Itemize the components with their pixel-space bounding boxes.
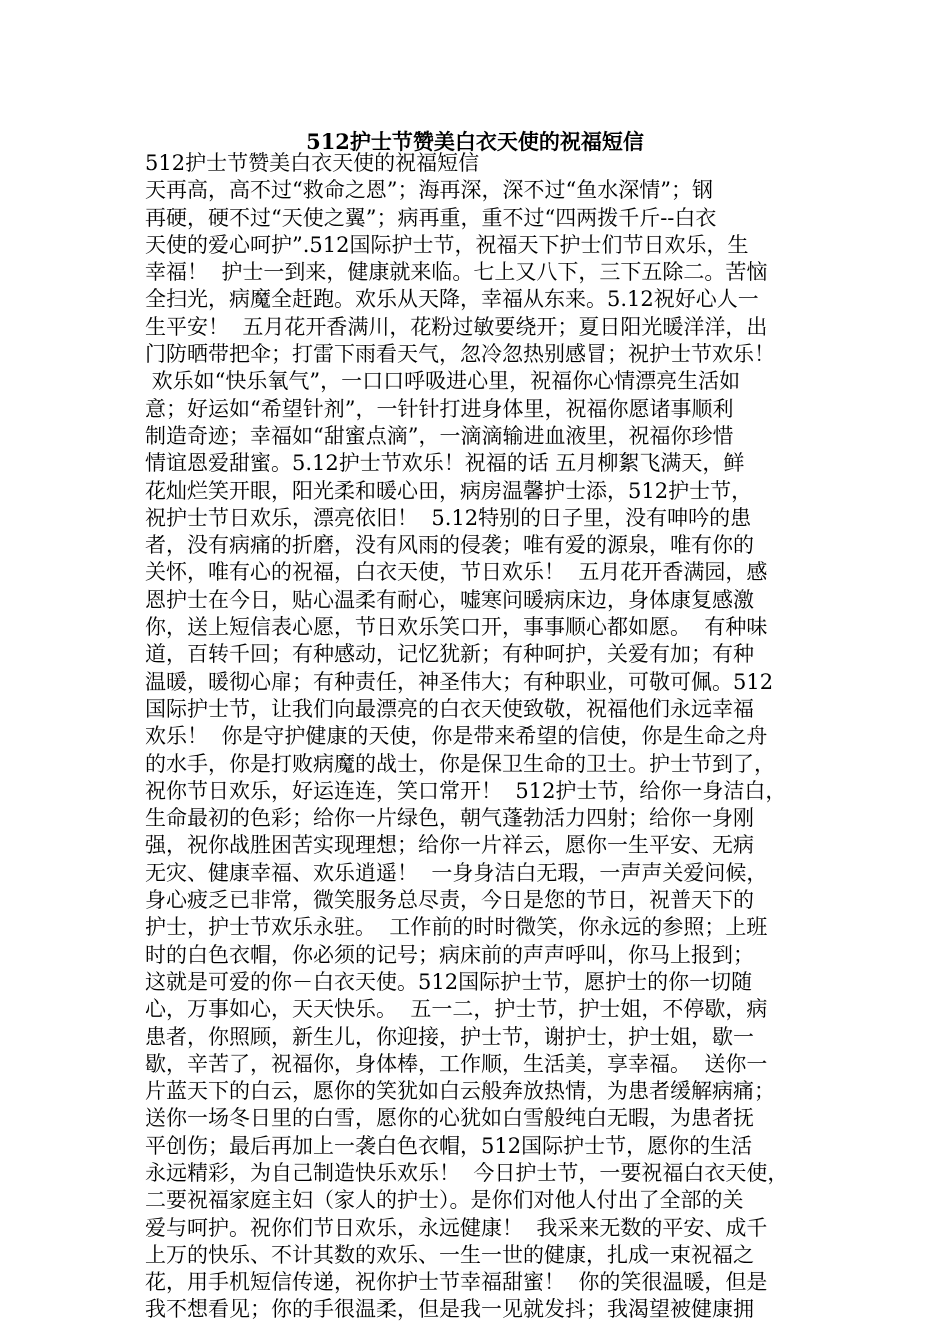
body-text-line: 身心疲乏已非常，微笑服务总尽责，今日是您的节日，祝普天下的 <box>145 888 754 913</box>
body-text-line: 国际护士节，让我们向最漂亮的白衣天使致敬，祝福他们永远幸福 <box>145 696 754 721</box>
body-text-line: 无灾、健康幸福、欢乐逍遥！ 一身身洁白无瑕，一声声关爱问候， <box>145 860 768 885</box>
body-text-line: 意；好运如“希望针剂”，一针针打进身体里，祝福你愿诸事顺利 <box>145 396 734 421</box>
body-text-line: 时的白色衣帽，你必须的记号；病床前的声声呼叫，你马上报到； <box>145 942 754 967</box>
body-text-line: 的水手，你是打败病魔的战士，你是保卫生命的卫士。护士节到了， <box>145 751 775 776</box>
body-text-line: 生命最初的色彩；给你一片绿色，朝气蓬勃活力四射；给你一身刚 <box>145 806 754 831</box>
body-text-line: 送你一场冬日里的白雪，愿你的心犹如白雪般纯白无暇，为患者抚 <box>145 1106 754 1131</box>
body-text-line: 再硬，硬不过“天使之翼”；病再重，重不过“四两拨千斤--白衣 <box>145 205 717 230</box>
body-text-line: 护士，护士节欢乐永驻。 工作前的时时微笑，你永远的参照；上班 <box>145 915 768 940</box>
body-text-line: 者，没有病痛的折磨，没有风雨的侵袭；唯有爱的源泉，唯有你的 <box>145 533 754 558</box>
body-text-line: 患者，你照顾，新生儿，你迎接，护士节，谢护士，护士姐，歇一 <box>145 1024 754 1049</box>
document-title: 512护士节赞美白衣天使的祝福短信 <box>306 129 644 154</box>
body-text-line: 上万的快乐、不计其数的欢乐、一生一世的健康，扎成一束祝福之 <box>145 1242 754 1267</box>
body-text-line: 心，万事如心，天天快乐。 五一二，护士节，护士姐，不停歇，病 <box>145 997 768 1022</box>
body-text-line: 门防晒带把伞；打雷下雨看天气，忽冷忽热别感冒；祝护士节欢乐！ <box>145 342 775 367</box>
body-text-line: 全扫光，病魔全赶跑。欢乐从天降，幸福从东来。5.12祝好心人一 <box>145 287 759 312</box>
body-text-line: 歇，辛苦了，祝福你，身体棒，工作顺，生活美，享幸福。 送你一 <box>145 1051 768 1076</box>
body-text-line: 温暖，暖彻心扉；有种责任，神圣伟大；有种职业，可敬可佩。512 <box>145 669 774 694</box>
body-text-line: 二要祝福家庭主妇（家人的护士）。是你们对他人付出了全部的关 <box>145 1188 744 1213</box>
body-text-line: 恩护士在今日，贴心温柔有耐心，嘘寒问暖病床边，身体康复感激 <box>145 587 754 612</box>
body-text-line: 强，祝你战胜困苦实现理想；给你一片祥云，愿你一生平安、无病 <box>145 833 754 858</box>
document-body <box>145 150 815 1324</box>
body-text-line: 花灿烂笑开眼，阳光柔和暖心田，病房温馨护士添，512护士节， <box>145 478 753 503</box>
body-text-line: 爱与呵护。祝你们节日欢乐，永远健康！ 我采来无数的平安、成千 <box>145 1215 768 1240</box>
body-text-line: 天再高，高不过“救命之恩”；海再深，深不过“鱼水深情”；钢 <box>145 178 713 203</box>
body-text-line: 欢乐！ 你是守护健康的天使，你是带来希望的信使，你是生命之舟 <box>145 724 768 749</box>
body-text-line: 祝你节日欢乐，好运连连，笑口常开！ 512护士节，给你一身洁白， <box>145 778 787 803</box>
body-text-line: 平创伤；最后再加上一袭白色衣帽，512国际护士节，愿你的生活 <box>145 1133 753 1158</box>
body-text-line: 这就是可爱的你－白衣天使。512国际护士节，愿护士的你一切随 <box>145 969 753 994</box>
body-text-line: 永远精彩，为自己制造快乐欢乐！ 今日护士节，一要祝福白衣天使， <box>145 1160 789 1185</box>
body-text-line: 花，用手机短信传递，祝你护士节幸福甜蜜！ 你的笑很温暖，但是 <box>145 1270 768 1295</box>
body-text-line: 情谊恩爱甜蜜。5.12护士节欢乐！祝福的话 五月柳絮飞满天，鲜 <box>145 451 745 476</box>
body-text-line: 生平安！ 五月花开香满川，花粉过敏要绕开；夏日阳光暖洋洋，出 <box>145 314 768 339</box>
body-text-line: 幸福！ 护士一到来，健康就来临。七上又八下，三下五除二。苦恼 <box>145 260 768 285</box>
body-text-line: 片蓝天下的白云，愿你的笑犹如白云般奔放热情，为患者缓解病痛； <box>145 1079 775 1104</box>
body-text-line: 天使的爱心呵护”.512国际护士节，祝福天下护士们节日欢乐，生 <box>145 232 749 257</box>
body-text-line: 关怀，唯有心的祝福，白衣天使，节日欢乐！ 五月花开香满园，感 <box>145 560 768 585</box>
body-text-line: 道，百转千回；有种感动，记忆犹新；有种呵护，关爱有加；有种 <box>145 642 754 667</box>
document-subtitle: 512护士节赞美白衣天使的祝福短信 <box>145 151 480 175</box>
body-text-line: 祝护士节日欢乐，漂亮依旧！ 5.12特别的日子里，没有呻吟的患 <box>145 505 752 530</box>
body-text-line: 欢乐如“快乐氧气”，一口口呼吸进心里，祝福你心情漂亮生活如 <box>145 369 741 394</box>
body-text-line: 你，送上短信表心愿，节日欢乐笑口开，事事顺心都如愿。 有种味 <box>145 615 768 640</box>
body-text-line: 我不想看见；你的手很温柔，但是我一见就发抖；我渴望被健康拥 <box>145 1297 754 1322</box>
body-text-line: 制造奇迹；幸福如“甜蜜点滴”，一滴滴输进血液里，祝福你珍惜 <box>145 423 734 448</box>
